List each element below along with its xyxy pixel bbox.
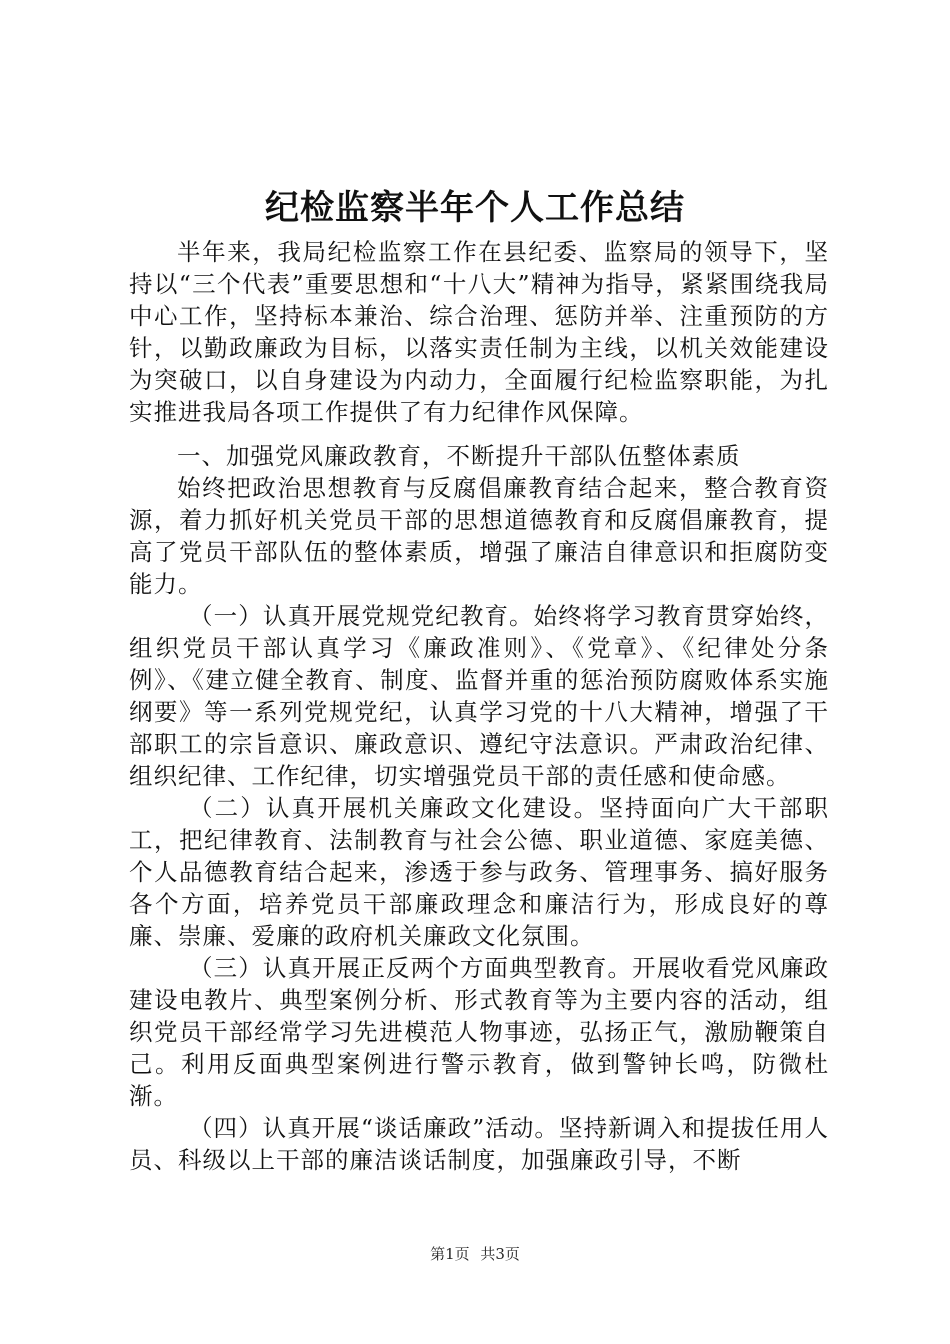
section-intro-paragraph: 始终把政治思想教育与反腐倡廉教育结合起来，整合教育资源，着力抓好机关党员干部的思想道德教育和反腐倡廉教育，提高了党员干部队伍的整体素质，增强了廉洁自律意识和拒腐防变能力。 — [129, 474, 829, 598]
document-body — [129, 236, 829, 1176]
section-heading: 一、加强党风廉政教育，不断提升干部队伍整体素质 — [177, 442, 741, 470]
subsection-paragraph-3: （三）认真开展正反两个方面典型教育。开展收看党风廉政建设电教片、典型案例分析、形式教育等为主要内容的活动，组织党员干部经常学习先进模范人物事迹，弘扬正气，激励鞭策自己。利用反面典型案例进行警示教育，做到警钟长鸣，防微杜渐。 — [129, 954, 829, 1110]
subsection-paragraph-4: （四）认真开展“谈话廉政”活动。坚持新调入和提拔任用人员、科级以上干部的廉洁谈话制度，加强廉政引导，不断 — [129, 1114, 829, 1174]
page-footer — [0, 1244, 950, 1264]
subsection-paragraph-2: （二）认真开展机关廉政文化建设。坚持面向广大干部职工，把纪律教育、法制教育与社会公德、职业道德、家庭美德、个人品德教育结合起来，渗透于参与政务、管理事务、搞好服务各个方面，培养党员干部廉政理念和廉洁行为，形成良好的尊廉、崇廉、爱廉的政府机关廉政文化氛围。 — [129, 794, 829, 950]
subsection-paragraph-1: （一）认真开展党规党纪教育。始终将学习教育贯穿始终，组织党员干部认真学习《廉政准则》、《党章》、《纪律处分条例》、《建立健全教育、制度、监督并重的惩治预防腐败体系实施纲要》等一系列党规党纪，认真学习党的十八大精神，增强了干部职工的宗旨意识、廉政意识、遵纪守法意识。严肃政治纪律、组织纪律、工作纪律，切实增强党员干部的责任感和使命感。 — [129, 602, 829, 790]
page-number: 第1页 — [430, 1245, 470, 1263]
document-title: 纪检监察半年个人工作总结 — [265, 188, 685, 228]
intro-paragraph: 半年来，我局纪检监察工作在县纪委、监察局的领导下，坚持以“三个代表”重要思想和“十八大”精神为指导，紧紧围绕我局中心工作，坚持标本兼治、综合治理、惩防并举、注重预防的方针，以勤政廉政为目标，以落实责任制为主线，以机关效能建设为突破口，以自身建设为内动力，全面履行纪检监察职能，为扎实推进我局各项工作提供了有力纪律作风保障。 — [129, 238, 829, 426]
page-total: 共3页 — [480, 1245, 520, 1263]
